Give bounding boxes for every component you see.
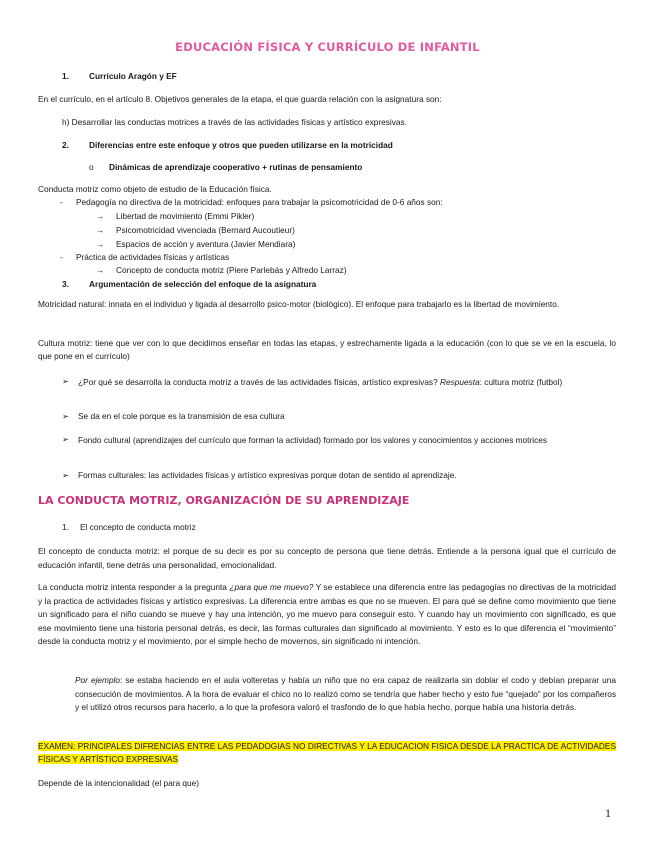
paragraph-ejemplo: Por ejemplo: se estaba haciendo en el aula volteretas y había un niño que no era capaz de realizarla sin doblar el codo y debían preparar una consecución de movimientos. A la hora de evaluar el chico no lo realizó como se tendría que haber hecho y esto fue “quejado” por los compañeros y el utilizó otros recursos para hacerlo, a lo que la profesora valoró el trasfondo de lo que había hecho, porque había una historia detrás. (75, 675, 616, 712)
chevron-icon: ➢ (62, 434, 69, 444)
arrow-item: Libertad de movimiento (Emmi Pikler) (116, 211, 255, 221)
chevron-icon: ➢ (62, 411, 69, 421)
list-number: 2. (62, 140, 69, 150)
dash-marker: - (60, 197, 63, 207)
paragraph-curriculo: En el currículo, en el artículo 8. Objetivos generales de la etapa, el que guarda relación con la asignatura son: (38, 94, 442, 104)
list-number: 3. (62, 279, 69, 289)
list-number: 1. (62, 71, 69, 81)
arrow-icon: → (96, 265, 105, 275)
list-item-diferencias: Diferencias entre este enfoque y otros que pueden utilizarse en la motricidad (89, 140, 393, 150)
chevron-item-pregunta: ¿Por qué se desarrolla la conducta motriz a través de las actividades físicas, artístico expresivas? Respuesta: cultura motriz (futbol) (78, 377, 563, 387)
paragraph-concepto: El concepto de conducta motriz: el porque de su decir es por su concepto de persona que tiene detrás. Entiende a la persona igual que el currículo de educación infantil, tiene detrás una personalidad, emocionalidad. (38, 546, 616, 570)
arrow-icon: → (96, 239, 105, 249)
bullet-marker: o (89, 162, 94, 172)
chevron-icon: ➢ (62, 470, 69, 480)
paragraph-motricidad: Motricidad natural: innata en el individuo y ligada al desarrollo psico-motor (biológico). El enfoque para trabajarlo es la libertad de movimiento. (38, 299, 560, 309)
chevron-item-fondo: Fondo cultural (aprendizajes del currículo que forman la actividad) formado por los valores y conocimientos y acciones motrices (78, 435, 547, 445)
paragraph-conducta-objeto: Conducta motriz como objeto de estudio de la Educación física. (38, 184, 272, 194)
dash-marker: - (60, 252, 63, 262)
document-title: EDUCACIÓN FÍSICA Y CURRÍCULO DE INFANTIL (175, 40, 480, 54)
bullet-dinamicas: Dinámicas de aprendizaje cooperativo + rutinas de pensamiento (109, 162, 363, 172)
list-number: 1. (62, 522, 69, 532)
paragraph-pregunta: La conducta motriz intenta responder a la pregunta ¿para que me muevo? Y se establece una diferencia entre las pedagogías no directivas de la motricidad y la practica de actividades físicas y artístico expresivas. La diferencia entre ambas es que no se mueven. El para qué se define como movimiento que tiene un significado para el niño cuando se mueve y hay una intención, yo me muevo para conseguir esto. Y cuando hay un movimiento con significado, es que ese movimiento tiene una historia personal detrás, es decir, las formas culturales dan significado al movimiento. Y esto es lo que diferencia el “movimiento” desde la conducta motriz y el movimiento, por el simple hecho de movernos, sin significado ni intención. (38, 582, 616, 646)
list-item-curriculo: Currículo Aragón y EF (89, 71, 177, 81)
chevron-icon: ➢ (62, 376, 69, 386)
chevron-item-formas: Formas culturales: las actividades físicas y artístico expresivas porque dotan de sentido al aprendizaje. (78, 470, 457, 480)
paragraph-depende: Depende de la intencionalidad (el para que) (38, 778, 199, 788)
paragraph-objetivo-h: h) Desarrollar las conductas motrices a través de las actividades físicas y artístico expresivas. (62, 117, 407, 127)
arrow-item: Concepto de conducta motriz (Piere Parlebás y Alfredo Larraz) (116, 265, 347, 275)
list-item-concepto: El concepto de conducta motriz (80, 522, 196, 532)
arrow-item: Psicomotricidad vivenciada (Bernard Aucoutieur) (116, 225, 295, 235)
arrow-item: Espacios de acción y aventura (Javier Mendiara) (116, 239, 296, 249)
section-heading: LA CONDUCTA MOTRIZ, ORGANIZACIÓN DE SU APRENDIZAJE (38, 494, 410, 507)
paragraph-cultura: Cultura motriz: tiene que ver con lo que decidimos enseñar en todas las etapas, y estrechamente ligada a la educación (con lo que se ve en la escuela, lo que pone en el currículo) (38, 338, 616, 361)
page-number: 1 (605, 806, 611, 820)
list-item-argumentacion: Argumentación de selección del enfoque de la asignatura (89, 279, 317, 289)
exam-note: EXAMEN: PRINCIPALES DIFRENCIAS ENTRE LAS PEDADOGIAS NO DIRECTIVAS Y LA EDUCACION FISICA DESDE LA PRACTICA DE ACTIVIDADES FÍSICAS Y ARTÍSTICO EXPRESIVAS (38, 741, 616, 764)
chevron-item-cole: Se da en el cole porque es la transmisión de esa cultura (78, 411, 285, 421)
arrow-icon: → (96, 225, 105, 235)
dash-item-practica: Práctica de actividades físicas y artísticas (76, 252, 230, 262)
dash-item-pedagogia: Pedagogía no directiva de la motricidad: enfoques para trabajar la psicomotricidad de 0-6 años son: (76, 197, 443, 207)
arrow-icon: → (96, 211, 105, 221)
